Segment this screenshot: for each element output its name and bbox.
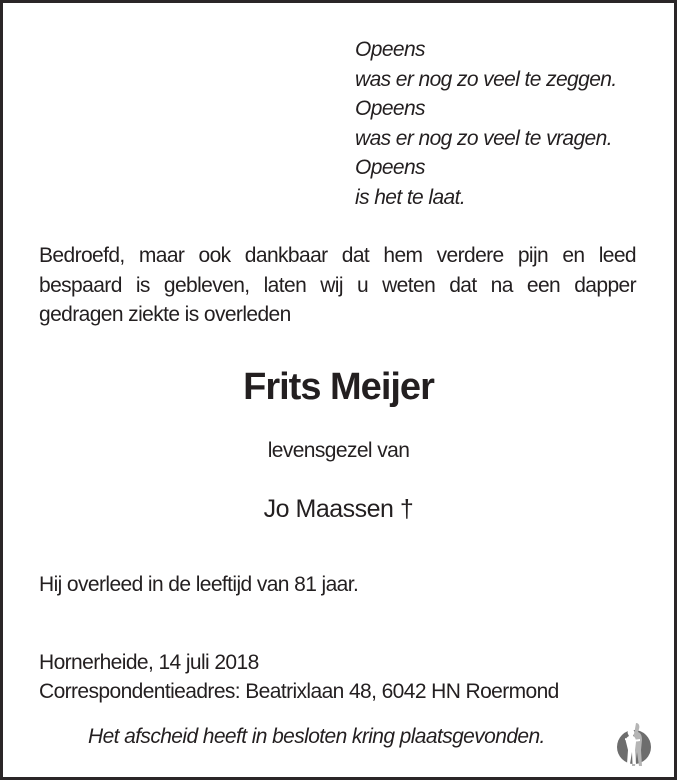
closing-text: Het afscheid heeft in besloten kring plaatsgevonden. xyxy=(88,725,545,748)
poem-line: was er nog zo veel te vragen. xyxy=(355,126,612,150)
poem-line: Opeens xyxy=(355,156,425,179)
poem-line: was er nog zo veel te zeggen. xyxy=(355,67,617,91)
poem-line: Opeens xyxy=(355,38,425,61)
poem xyxy=(355,35,617,212)
correspondence-address: Correspondentieadres: Beatrixlaan 48, 6042 HN Roermond xyxy=(39,680,559,703)
deceased-name: Frits Meijer xyxy=(243,366,434,408)
embracing-figures-logo-icon xyxy=(617,717,651,769)
poem-line: is het te laat. xyxy=(355,185,466,209)
relation-text: levensgezel van xyxy=(267,439,410,462)
place-date: Hornerheide, 14 juli 2018 xyxy=(39,651,259,674)
partner-name: Jo Maassen † xyxy=(263,495,414,523)
poem-line: Opeens xyxy=(355,97,425,120)
intro-paragraph: Bedroefd, maar ook dankbaar dat hem verdere pijn en leed bespaard is gebleven, laten wij u weten dat na een dapper gedragen ziekte is overleden xyxy=(39,244,636,326)
age-text: Hij overleed in de leeftijd van 81 jaar. xyxy=(39,573,359,596)
